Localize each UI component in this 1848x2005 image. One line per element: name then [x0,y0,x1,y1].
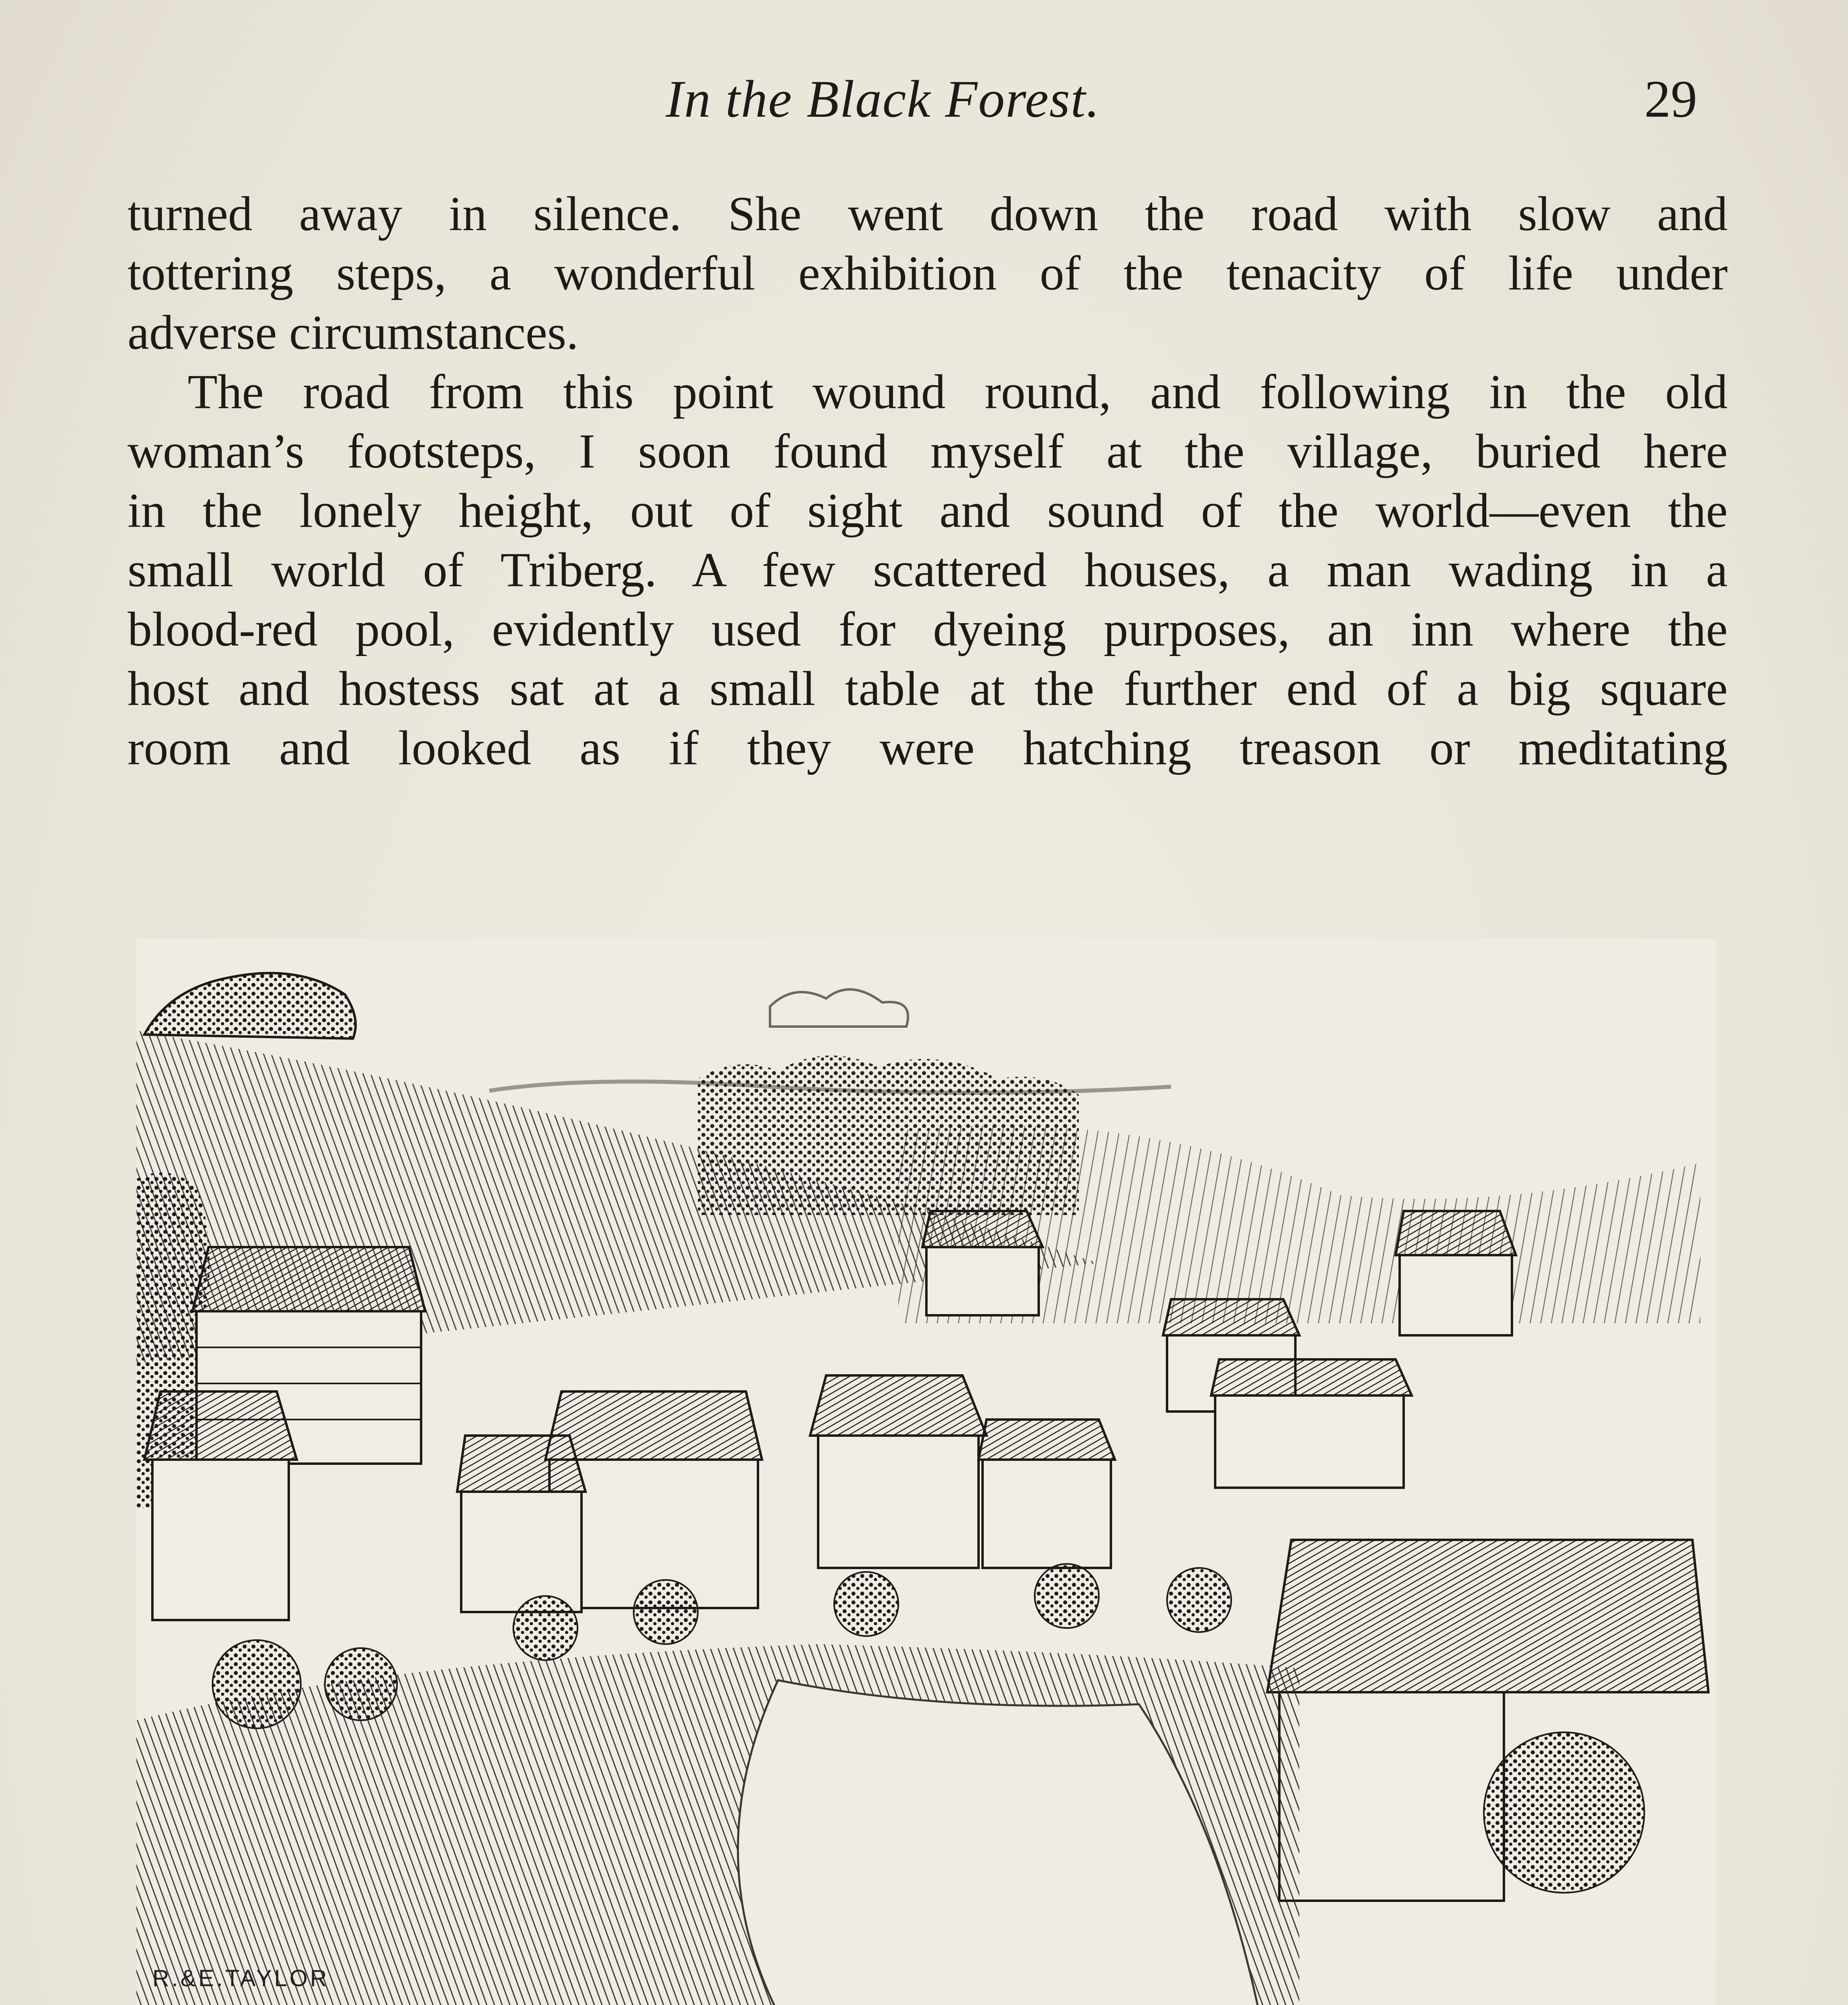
text-line: turned away in silence. She went down the road with slow and [128,187,1728,241]
text-line: in the lonely height, out of sight and sound of the world—even the [128,484,1728,538]
page-number: 29 [1644,69,1697,128]
running-title: In the Black Forest. [666,69,1100,128]
text-line: tottering steps, a wonderful exhibition of the tenacity of life under [128,246,1728,300]
body-text-top [128,184,1728,778]
engraver-signature: R.&E.TAYLOR [152,1965,329,1991]
engraving-gutenbach [136,938,1716,2005]
text-line: adverse circumstances. [128,306,579,360]
text-line: blood-red pool, evidently used for dyeing purposes, an inn where the [128,602,1728,656]
text-line: The road from this point wound round, and following in the old [188,365,1728,419]
page-header [0,60,1848,132]
text-line: room and looked as if they were hatching treason or meditating [128,721,1728,775]
text-line: host and hostess sat at a small table at the further end of a big square [128,662,1728,716]
text-line: woman’s footsteps, I soon found myself at the village, buried here [128,424,1728,478]
village-engraving [136,938,1716,2005]
text-line: small world of Triberg. A few scattered houses, a man wading in a [128,543,1728,597]
